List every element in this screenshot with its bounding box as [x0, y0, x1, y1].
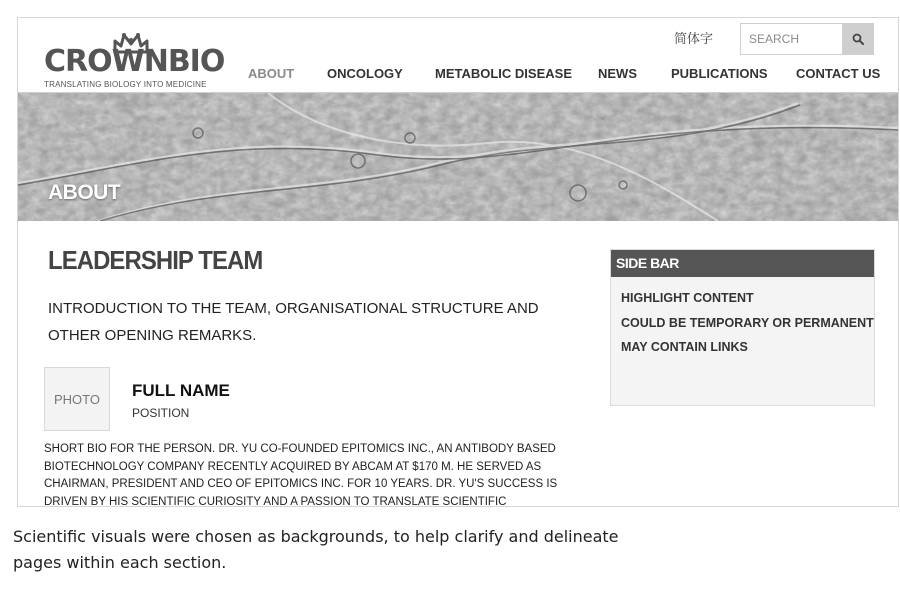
person-position: POSITION [132, 406, 190, 420]
page-title: LEADERSHIP TEAM [48, 245, 263, 275]
search-icon [852, 33, 864, 45]
language-switch-link[interactable]: 简体字 [674, 32, 714, 47]
banner-title: ABOUT [48, 181, 121, 204]
nav-item-about[interactable]: ABOUT [248, 66, 295, 81]
figure-caption: Scientific visuals were chosen as backgrounds, to help clarify and delineate pages within each section. [13, 527, 619, 572]
site-header [18, 18, 898, 93]
sidebar-item-links[interactable]: MAY CONTAIN LINKS [621, 340, 748, 354]
nav-item-metabolic-disease[interactable]: METABOLIC DISEASE [435, 66, 572, 81]
search-input[interactable] [741, 24, 842, 54]
microscopy-background-image [18, 93, 898, 221]
nav-item-publications[interactable]: PUBLICATIONS [671, 66, 768, 81]
intro-text: INTRODUCTION TO THE TEAM, ORGANISATIONAL STRUCTURE AND OTHER OPENING REMARKS. [48, 300, 539, 344]
sidebar [610, 249, 875, 406]
logo-wordmark: CROWNBIO [44, 44, 225, 79]
main-content [18, 221, 898, 507]
sidebar-item-temporary[interactable]: COULD BE TEMPORARY OR PERMANENT [621, 315, 874, 330]
person-photo-placeholder: PHOTO [44, 367, 110, 431]
website-mockup [17, 17, 899, 507]
hero-banner [18, 93, 898, 221]
sidebar-item-highlight[interactable]: HIGHLIGHT CONTENT [621, 291, 754, 305]
nav-item-oncology[interactable]: ONCOLOGY [327, 66, 403, 81]
sidebar-title: SIDE BAR [611, 250, 874, 277]
crownbio-logo[interactable] [44, 28, 234, 88]
search-button[interactable] [842, 24, 874, 54]
nav-item-contact-us[interactable]: CONTACT US [796, 66, 881, 81]
person-bio: SHORT BIO FOR THE PERSON. DR. YU CO-FOUNDED EPITOMICS INC., AN ANTIBODY BASED BIOTECHNOLOGY COMPANY RECENTLY ACQUIRED BY ABCAM AT $170 M. HE SERVED AS CHAIRMAN, PRESIDENT AND CEO OF EPITOMICS INC. FOR 10 YEARS. DR. YU'S SUCCESS IS DRIVEN BY HIS SCIENTIFIC CURIOSITY AND A PASSION TO TRANSLATE SCIENTIFIC [44, 443, 558, 507]
person-name: FULL NAME [132, 381, 230, 400]
sidebar-list [621, 286, 874, 360]
logo-tagline: TRANSLATING BIOLOGY INTO MEDICINE [44, 80, 207, 89]
nav-item-news[interactable]: NEWS [598, 66, 637, 81]
search-box [740, 23, 874, 55]
